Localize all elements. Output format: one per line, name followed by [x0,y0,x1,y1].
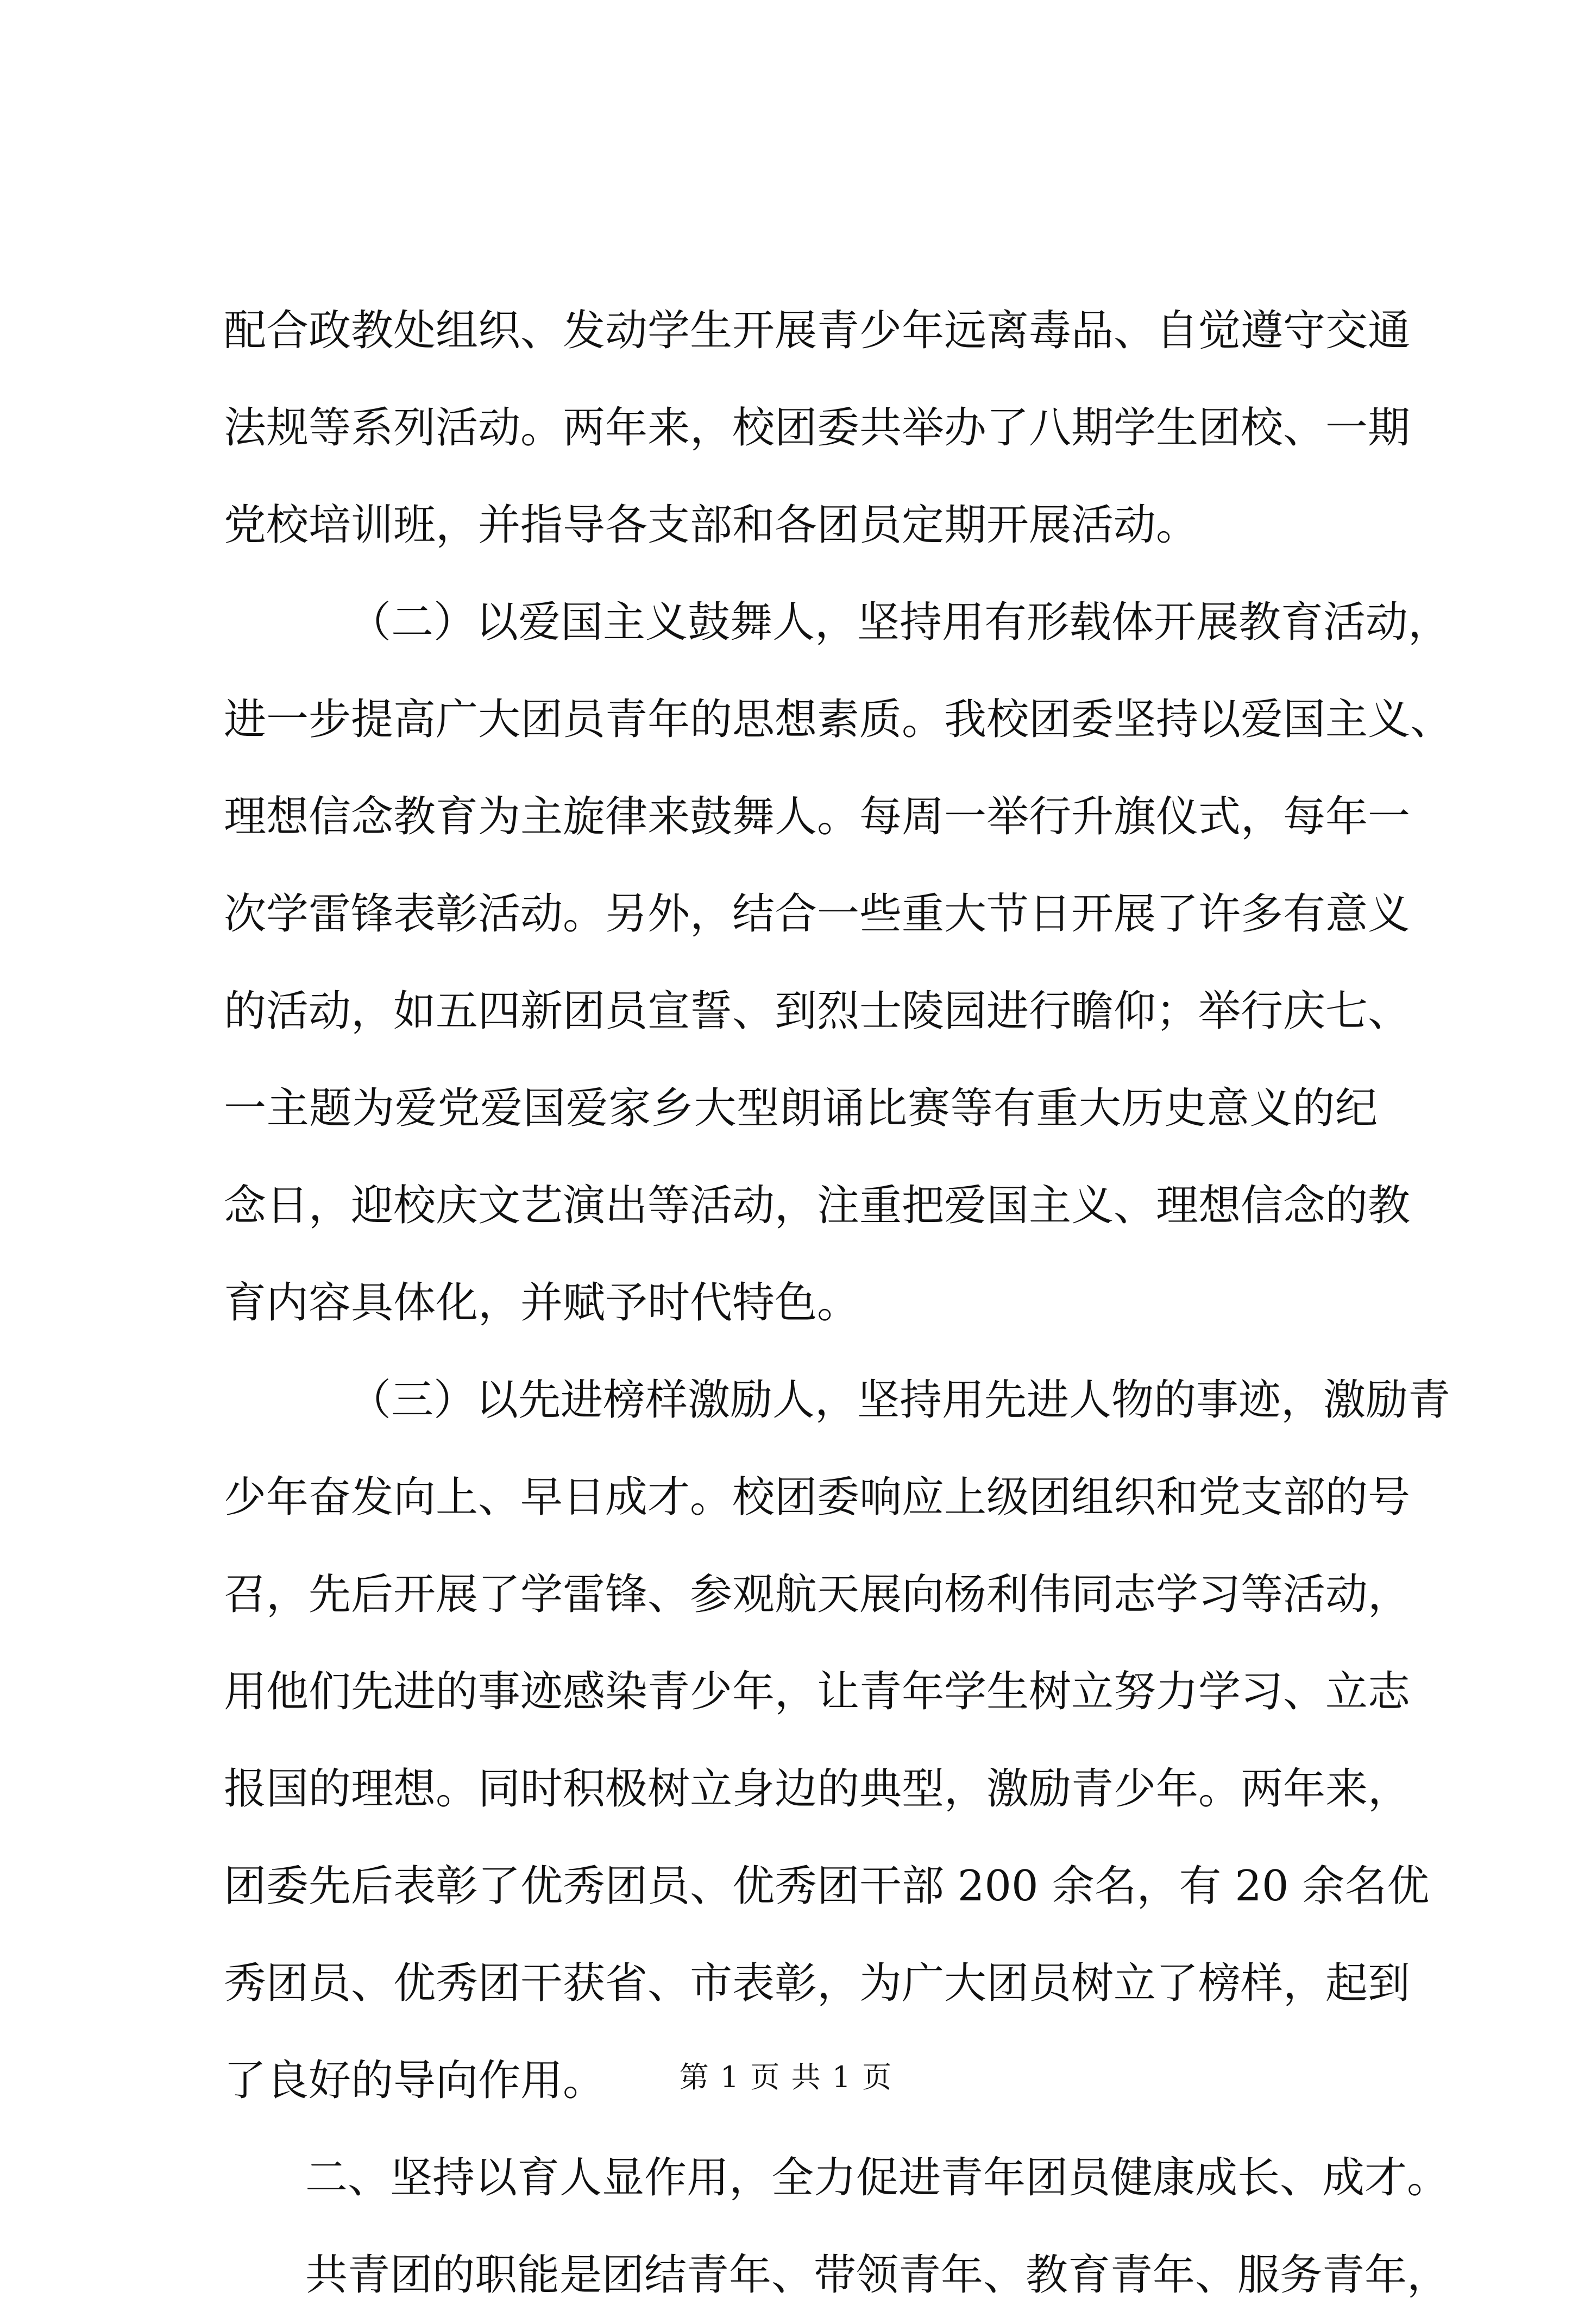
text-line: 进一步提高广大团员青年的思想素质。我校团委坚持以爱国主义、 [224,695,1453,744]
text-line: 共青团的职能是团结青年、带领青年、教育青年、服务青年， [305,2251,1450,2300]
text-line: 一主题为爱党爱国爱家乡大型朗诵比赛等有重大历史意义的纪 [224,1084,1378,1133]
text-line: 党校培训班，并指导各支部和各团员定期开展活动。 [224,501,1199,550]
text-line: 育内容具体化，并赋予时代特色。 [224,1278,860,1327]
text-line: 用他们先进的事迹感染青少年，让青年学生树立努力学习、立志 [224,1667,1411,1716]
text-line: （二）以爱国主义鼓舞人，坚持用有形载体开展教育活动， [349,598,1451,647]
body-text [224,282,1453,2324]
text-line: 念日，迎校庆文艺演出等活动，注重把爱国主义、理想信念的教 [224,1181,1411,1230]
text-line: 配合政教处组织、发动学生开展青少年远离毒品、自觉遵守交通 [224,306,1411,355]
text-line: 法规等系列活动。两年来，校团委共举办了八期学生团校、一期 [224,404,1411,452]
text-line: 的活动，如五四新团员宣誓、到烈士陵园进行瞻仰；举行庆七、 [224,987,1411,1036]
text-line: 二、坚持以育人显作用，全力促进青年团员健康成长、成才。 [305,2153,1450,2202]
text-line: 报国的理想。同时积极树立身边的典型，激励青少年。两年来， [224,1765,1411,1813]
text-line: 团委先后表彰了优秀团员、优秀团干部 200 余名，有 20 余名优 [224,1862,1430,1911]
text-line: 少年奋发向上、早日成才。校团委响应上级团组织和党支部的号 [224,1473,1411,1522]
text-line: 秀团员、优秀团干获省、市表彰，为广大团员树立了榜样，起到 [224,1959,1411,2008]
page-footer: 第 1 页 共 1 页 [679,2060,893,2094]
text-line: 次学雷锋表彰活动。另外，结合一些重大节日开展了许多有意义 [224,890,1411,939]
text-line: 理想信念教育为主旋律来鼓舞人。每周一举行升旗仪式，每年一 [224,792,1411,841]
text-line: 了良好的导向作用。 [224,2056,606,2105]
text-line: （三）以先进榜样激励人，坚持用先进人物的事迹，激励青 [349,1376,1451,1425]
text-line: 召，先后开展了学雷锋、参观航天展向杨利伟同志学习等活动， [224,1570,1411,1619]
